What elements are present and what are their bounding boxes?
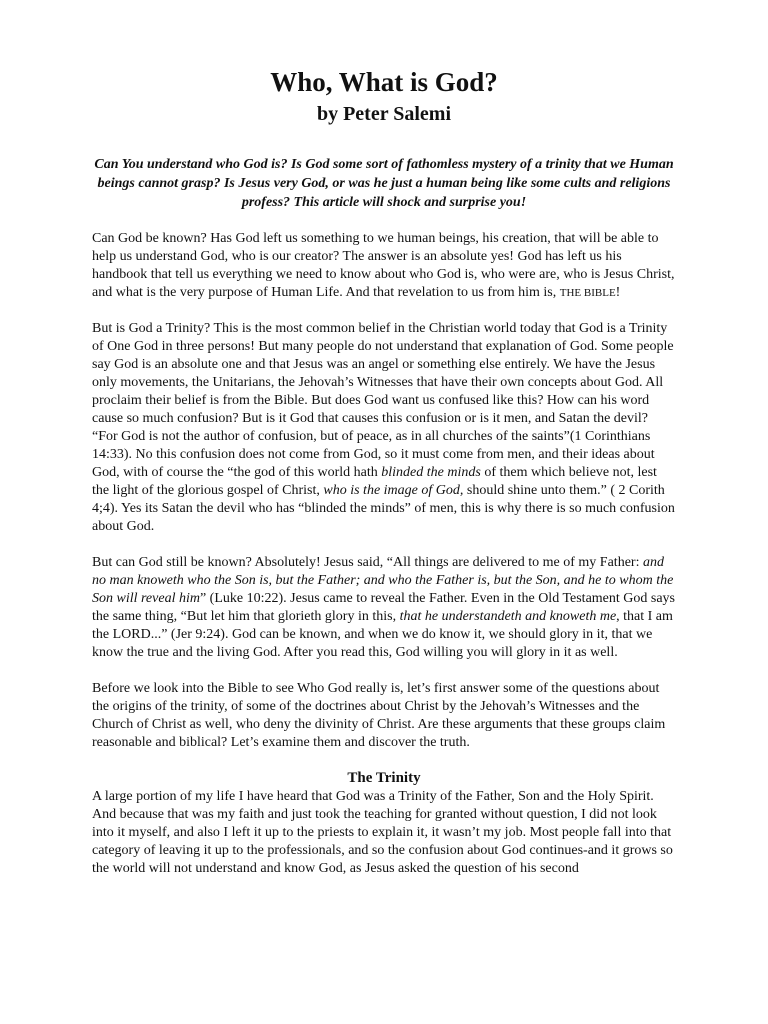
paragraph-3: [92, 554, 676, 662]
paragraph-1-text: Can God be known? Has God left us something to we human beings, his creation, that will be able to help us understand God, who is our creator? The answer is an absolute yes! God has left us his handbook that tell us everything we need to know about who God is, who were are, who is Jesus Christ, and what is the very purpose of Human Life. And that revelation to us from him is,: [92, 231, 675, 300]
small-caps-text: THE BIBLE: [559, 287, 616, 299]
article-body: [92, 230, 676, 896]
paragraph-5: A large portion of my life I have heard that God was a Trinity of the Father, Son and the Holy Spirit. And because that was my faith and just took the teaching for granted without question, I did not look into it myself, and also I left it up to the priests to explain it, it wasn’t my job. Most people fall into that category of leaving it up to the professionals, and so the confusion about God continues-and it grows so the world will not understand and know God, as Jesus asked the question of his second: [92, 789, 673, 876]
section-heading: The Trinity: [347, 770, 421, 786]
paragraph-3-italic-b: and no man knoweth who the Son is, but the Father; and who the Father is, but the Son, and he to whom the Son will reveal him: [92, 555, 674, 606]
paragraph-2-italic-b: blinded the minds: [381, 465, 481, 480]
paragraph-2-part-c: of them which believe not, lest the light of the glorious gospel of Christ,: [92, 465, 657, 498]
paragraph-2: [92, 320, 676, 536]
paragraph-3-part-c: ” (Luke 10:22). Jesus came to reveal the Father. Even in the Old Testament God says the same thing, “But let him that glorieth glory in this,: [92, 591, 675, 624]
paragraph-3-part-a: But can God still be known? Absolutely! Jesus said, “All things are delivered to me of my Father:: [92, 555, 643, 570]
intro-paragraph: Can You understand who God is? Is God some sort of fathomless mystery of a trinity that we Human beings cannot grasp? Is Jesus very God, or was he just a human being like some cults and religions profess? This article will shock and surprise you!: [94, 157, 674, 210]
document-title: Who, What is God?: [270, 67, 498, 97]
paragraph-1-end: !: [615, 285, 621, 300]
paragraph-3-part-e: , that I am the LORD...” (Jer 9:24). God can be known, and when we do know it, we should glory in it, that we know the true and the living God. After you read this, God willing you will glory in it as well.: [92, 609, 673, 660]
paragraph-3-italic-d: that he understandeth and knoweth me: [399, 609, 617, 624]
paragraph-2-part-a: But is God a Trinity? This is the most common belief in the Christian world today that God is a Trinity of One God in three persons! But many people do not understand that explanation of God. Some people say God is an absolute one and that Jesus was an angel or something else entirely. We have the Jesus only movements, the Unitarians, the Jehovah’s Witnesses that have their own concepts about God. All proclaim their belief is from the Bible. But does God want us confused like this? How can his word cause so much confusion? But is it God that causes this confusion or is it men, and Satan the devil? “For God is not the author of confusion, but of peace, as in all churches of the saints”(1 Corinthians 14:33). No this confusion does not come from God, so it must come from men, and their ideas about God, with of course the “the god of this world hath: [92, 321, 674, 480]
paragraph-1: [92, 230, 676, 302]
paragraph-4: Before we look into the Bible to see Who God really is, let’s first answer some of the questions about the origins of the trinity, of some of the doctrines about Christ by the Jehovah’s Witnesses and the Church of Christ as well, who deny the divinity of Christ. Are these arguments that these groups claim reasonable and biblical? Let’s examine them and discover the truth.: [92, 681, 666, 750]
paragraph-2-italic-d: who is the image of God,: [323, 483, 464, 498]
document-author: by Peter Salemi: [316, 103, 452, 125]
paragraph-2-part-e: should shine unto them.” ( 2 Corith 4;4). Yes its Satan the devil who has “blinded the minds” of men, this is why there is so much confusion about God.: [92, 483, 675, 534]
